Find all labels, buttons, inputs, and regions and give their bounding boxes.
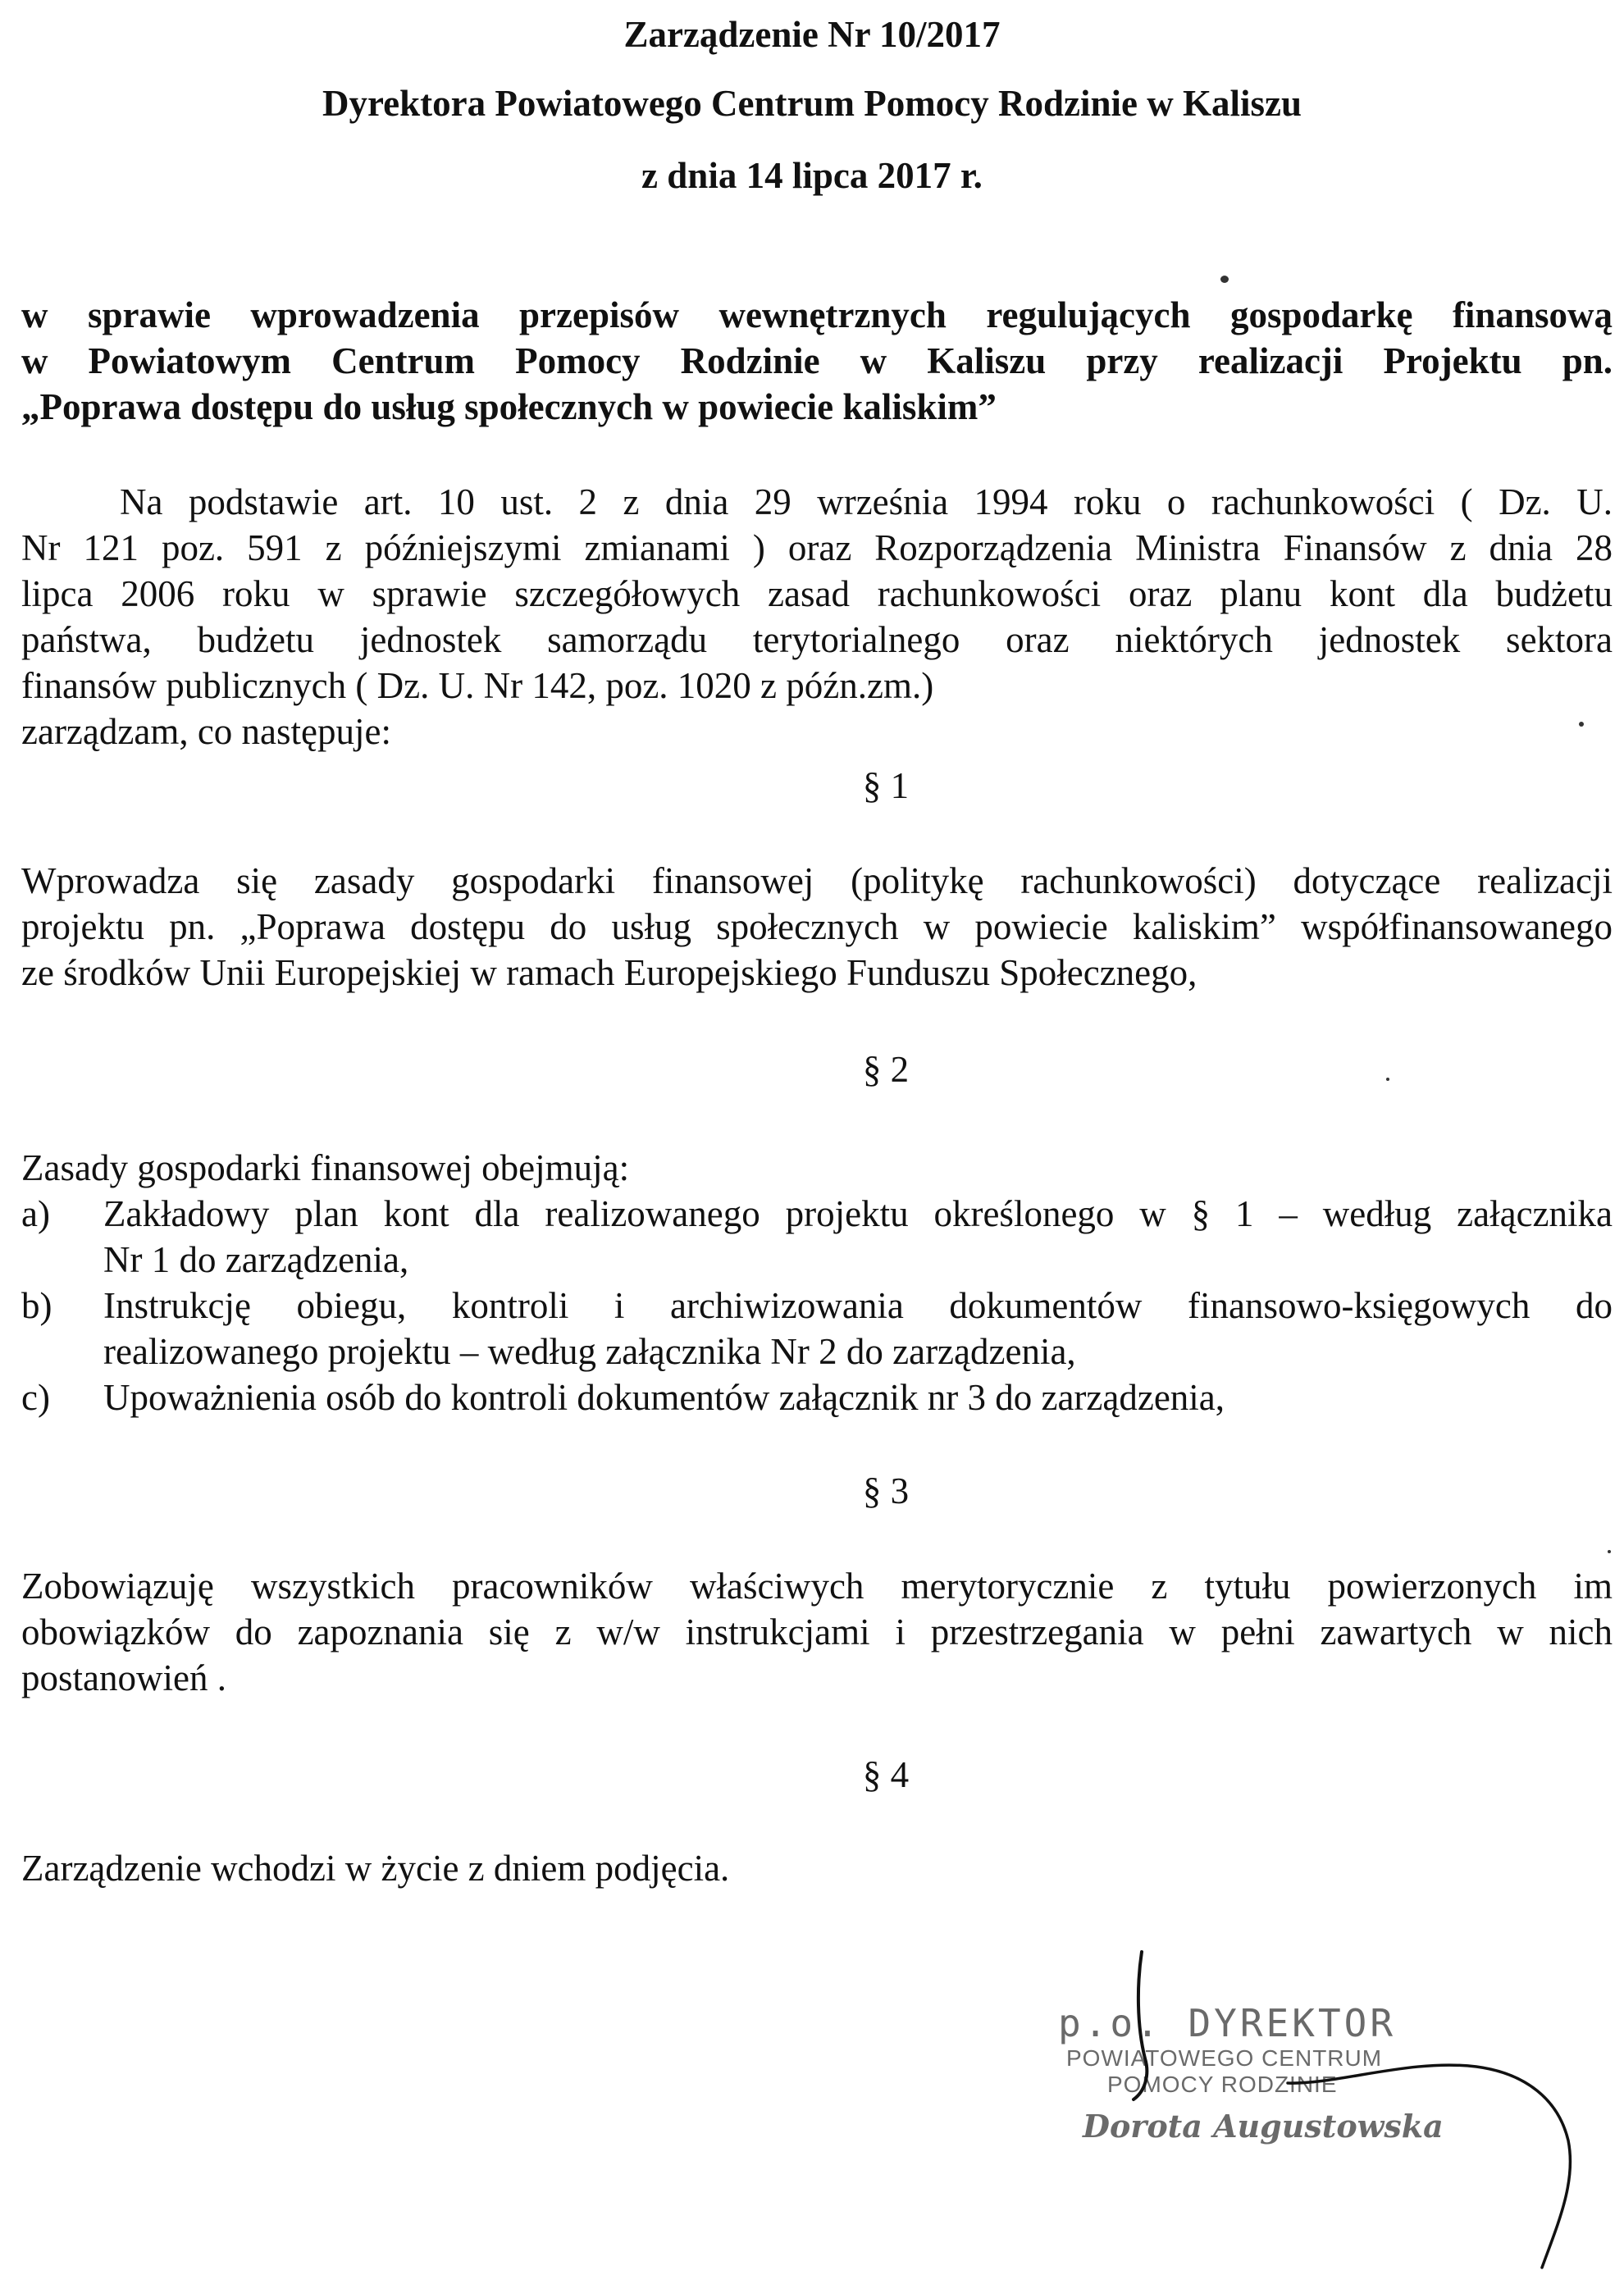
list-item-line: Upoważnienia osób do kontroli dokumentów załącznik nr 3 do zarządzenia, xyxy=(103,1377,1225,1418)
list-item-line: Nr 1 do zarządzenia, xyxy=(103,1239,409,1280)
preamble-paragraph xyxy=(21,479,1613,754)
document-date: z dnia 14 lipca 2017 r. xyxy=(641,155,983,196)
section-mark-2: § 2 xyxy=(862,1049,910,1090)
preamble-line: zarządzam, co następuje: xyxy=(21,711,391,752)
list-marker: b) xyxy=(21,1285,52,1326)
list-item-line: realizowanego projektu – według załącznika Nr 2 do zarządzenia, xyxy=(103,1331,1076,1372)
section-4-paragraph xyxy=(21,1845,1613,1891)
list-item-line: Zakładowy plan kont dla realizowanego projektu określonego w § 1 – według załącznika xyxy=(103,1193,1613,1234)
preamble-line: finansów publicznych ( Dz. U. Nr 142, poz. 1020 z późn.zm.) xyxy=(21,665,934,706)
section-2-intro: Zasady gospodarki finansowej obejmują: xyxy=(21,1147,630,1188)
scan-speck xyxy=(1579,722,1584,727)
section-1-paragraph xyxy=(21,858,1613,996)
list-item-a xyxy=(21,1191,1613,1283)
scan-speck xyxy=(1608,1550,1611,1553)
preamble-line: Na podstawie art. 10 ust. 2 z dnia 29 września 1994 roku o rachunkowości ( Dz. U. xyxy=(120,481,1613,522)
preamble-line: Nr 121 poz. 591 z późniejszymi zmianami ) oraz Rozporządzenia Ministra Finansów z dnia 28 xyxy=(21,527,1613,568)
section-3-line: postanowień . xyxy=(21,1657,226,1698)
document-title: Zarządzenie Nr 10/2017 xyxy=(623,14,1001,55)
scan-speck xyxy=(1220,276,1229,283)
subject-line: w sprawie wprowadzenia przepisów wewnętrznych regulujących gospodarkę finansową xyxy=(21,294,1613,335)
list-marker: a) xyxy=(21,1193,50,1234)
list-item-b xyxy=(21,1283,1613,1374)
list-marker: c) xyxy=(21,1377,50,1418)
subject-line: „Poprawa dostępu do usług społecznych w powiecie kaliskim” xyxy=(21,386,997,427)
section-3-line: Zobowiązuję wszystkich pracowników właściwych merytorycznie z tytułu powierzonych im xyxy=(21,1566,1613,1607)
section-mark-1: § 1 xyxy=(862,765,910,806)
signature-strokes xyxy=(1066,1935,1608,2280)
list-item-c xyxy=(21,1374,1613,1420)
scan-speck xyxy=(1386,1078,1389,1081)
document-subject xyxy=(21,292,1613,430)
section-1-line: ze środków Unii Europejskiej w ramach Europejskiego Funduszu Społecznego, xyxy=(21,952,1197,993)
section-3-line: obowiązków do zapoznania się z w/w instrukcjami i przestrzegania w pełni zawartych w nich xyxy=(21,1611,1613,1653)
preamble-line: lipca 2006 roku w sprawie szczegółowych zasad rachunkowości oraz planu kont dla budżetu xyxy=(21,573,1613,614)
subject-line: w Powiatowym Centrum Pomocy Rodzinie w Kaliszu przy realizacji Projektu pn. xyxy=(21,340,1613,381)
section-1-line: Wprowadza się zasady gospodarki finansowej (politykę rachunkowości) dotyczące realizacji xyxy=(21,860,1613,901)
section-mark-3: § 3 xyxy=(862,1470,910,1511)
list-item-line: Instrukcję obiegu, kontroli i archiwizowania dokumentów finansowo-księgowych do xyxy=(103,1285,1613,1326)
section-4-line: Zarządzenie wchodzi w życie z dniem podjęcia. xyxy=(21,1848,730,1889)
preamble-line: państwa, budżetu jednostek samorządu terytorialnego oraz niektórych jednostek sektora xyxy=(21,619,1613,660)
section-mark-4: § 4 xyxy=(862,1754,910,1795)
stamp-line: POWIATOWEGO CENTRUM xyxy=(1066,2045,1383,2071)
section-1-line: projektu pn. „Poprawa dostępu do usług społecznych w powiecie kaliskim” współfinansowanego xyxy=(21,906,1613,947)
stamp-name: Dorota Augustowska xyxy=(1083,2108,1444,2145)
document-issuer: Dyrektora Powiatowego Centrum Pomocy Rodzinie w Kaliszu xyxy=(322,83,1302,124)
section-3-paragraph xyxy=(21,1563,1613,1701)
stamp-line: POMOCY RODZINIE xyxy=(1107,2072,1338,2097)
stamp-title: p.o. DYREKTOR xyxy=(1058,2001,1397,2045)
